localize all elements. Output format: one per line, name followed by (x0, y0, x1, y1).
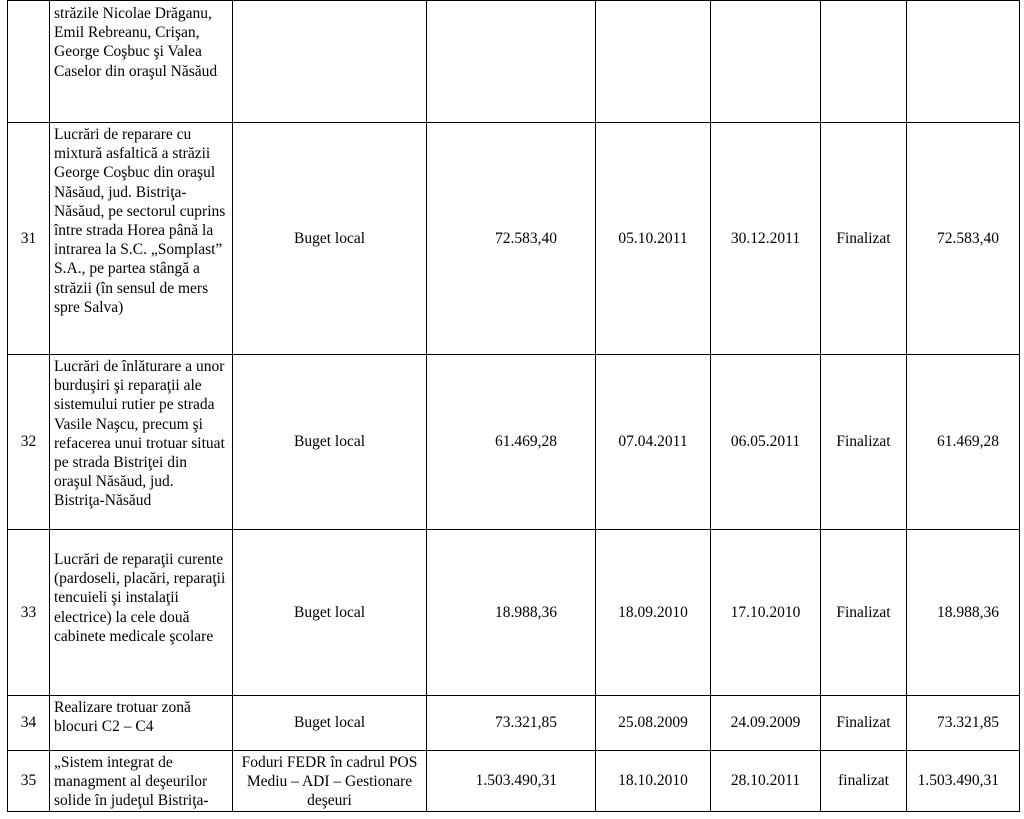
end-date: 06.05.2011 (711, 355, 821, 530)
end-date: 17.10.2010 (711, 530, 821, 696)
status: finalizat (821, 751, 907, 812)
total-value: 61.469,28 (907, 355, 1020, 530)
contract-value: 18.988,36 (427, 530, 596, 696)
row-number: 31 (8, 123, 50, 355)
work-description: Realizare trotuar zonă blocuri C2 – C4 (50, 696, 233, 751)
end-date: 30.12.2011 (711, 123, 821, 355)
total-value (907, 1, 1020, 123)
table-row (8, 751, 1020, 812)
total-value: 72.583,40 (907, 123, 1020, 355)
start-date: 18.10.2010 (596, 751, 711, 812)
contract-value: 73.321,85 (427, 696, 596, 751)
funding-source: Buget local (233, 696, 427, 751)
work-description: străzile Nicolae Drăganu, Emil Rebreanu, Crişan, George Coşbuc şi Valea Caselor din oraşul Năsăud (50, 1, 233, 123)
status: Finalizat (821, 696, 907, 751)
table-row (8, 355, 1020, 530)
funding-source: Buget local (233, 355, 427, 530)
status: Finalizat (821, 530, 907, 696)
table-row (8, 1, 1020, 123)
row-number: 34 (8, 696, 50, 751)
contract-value (427, 1, 596, 123)
start-date (596, 1, 711, 123)
row-number (8, 1, 50, 123)
contract-value: 72.583,40 (427, 123, 596, 355)
table-row (8, 123, 1020, 355)
status: Finalizat (821, 355, 907, 530)
work-description: „Sistem integrat de managment al deşeurilor solide în judeţul Bistriţa- (50, 751, 233, 812)
status: Finalizat (821, 123, 907, 355)
table-row (8, 530, 1020, 696)
end-date: 24.09.2009 (711, 696, 821, 751)
work-description: Lucrări de înlăturare a unor burduşiri şi reparaţii ale sistemului rutier pe strada Vasile Naşcu, precum şi refacerea unui trotuar situat pe strada Bistriţei din oraşul Năsăud, jud. Bistriţa-Năsăud (50, 355, 233, 530)
funding-source: Buget local (233, 123, 427, 355)
funding-source: Buget local (233, 530, 427, 696)
row-number: 33 (8, 530, 50, 696)
row-number: 35 (8, 751, 50, 812)
end-date: 28.10.2011 (711, 751, 821, 812)
total-value: 73.321,85 (907, 696, 1020, 751)
end-date (711, 1, 821, 123)
start-date: 18.09.2010 (596, 530, 711, 696)
contract-value: 61.469,28 (427, 355, 596, 530)
start-date: 05.10.2011 (596, 123, 711, 355)
contract-value: 1.503.490,31 (427, 751, 596, 812)
work-description: Lucrări de reparare cu mixtură asfaltică a străzii George Coşbuc din oraşul Năsăud, jud. Bistriţa-Năsăud, pe sectorul cuprins între strada Horea până la intrarea la S.C. „Somplast” S.A., pe partea stângă a străzii (în sensul de mers spre Salva) (50, 123, 233, 355)
projects-table (7, 0, 1020, 812)
total-value: 1.503.490,31 (907, 751, 1020, 812)
funding-source: Foduri FEDR în cadrul POS Mediu – ADI – Gestionare deşeuri (233, 751, 427, 812)
table-row (8, 696, 1020, 751)
funding-source (233, 1, 427, 123)
start-date: 07.04.2011 (596, 355, 711, 530)
row-number: 32 (8, 355, 50, 530)
start-date: 25.08.2009 (596, 696, 711, 751)
work-description: Lucrări de reparaţii curente (pardoseli, placări, reparaţii tencuieli şi instalaţii electrice) la cele două cabinete medicale şcolare (50, 530, 233, 696)
status (821, 1, 907, 123)
total-value: 18.988,36 (907, 530, 1020, 696)
